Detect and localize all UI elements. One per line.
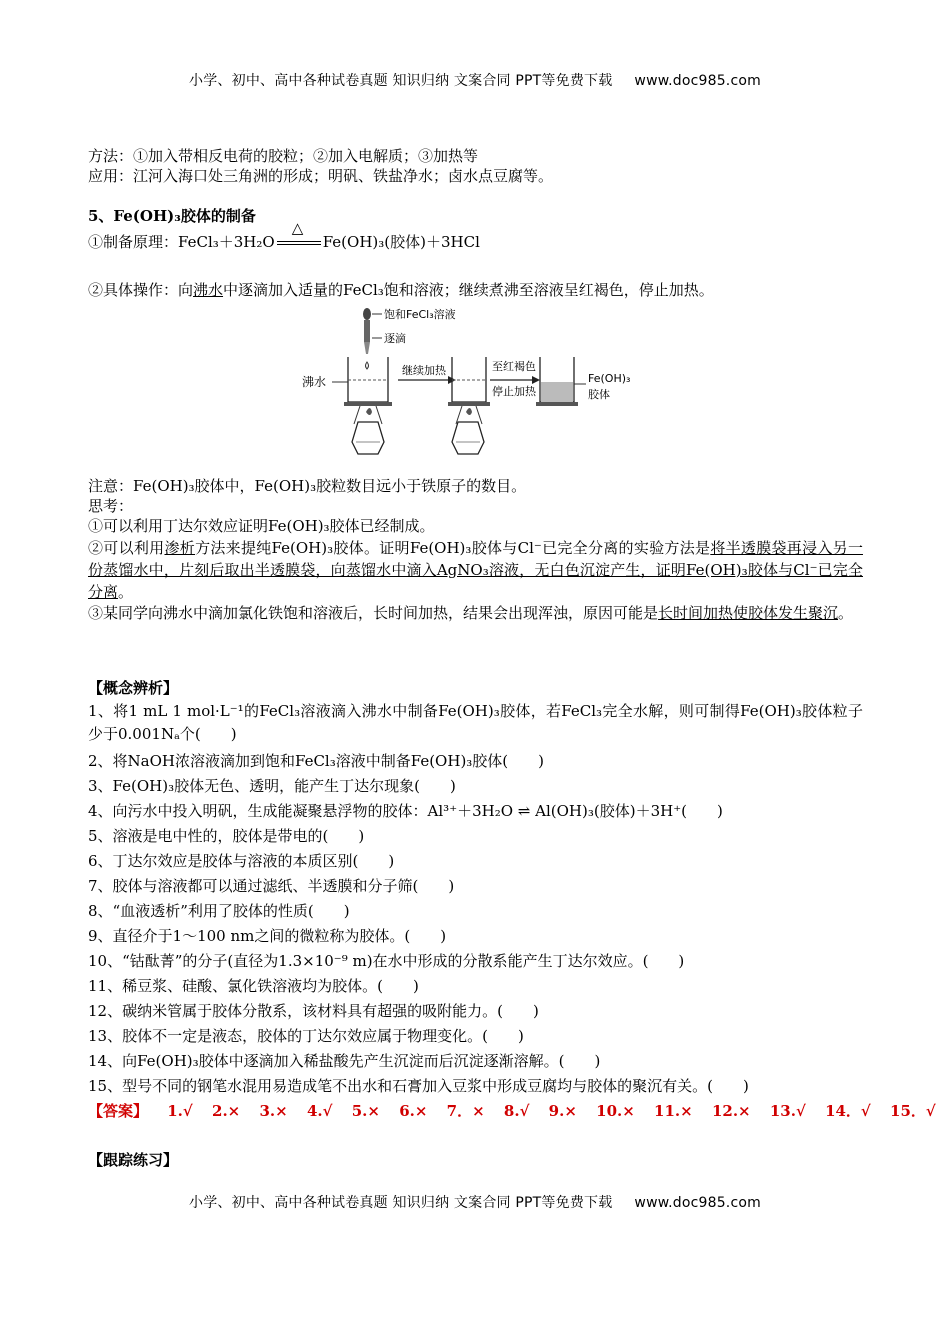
practice-title: 【跟踪练习】 [88,1151,179,1169]
alcohol-lamp-1 [352,406,384,454]
operation-rest: 中逐滴加入适量的FeCl₃饱和溶液；继续煮沸至溶液呈红褐色，停止加热。 [223,281,714,299]
product-label-2: 胶体 [588,388,610,401]
answer-1: 1.√ [167,1102,193,1120]
item-15: 15、型号不同的钢笔水混用易造成笔不出水和石膏加入豆浆中形成豆腐均与胶体的聚沉有关。( ) [88,1077,749,1095]
answer-13: 13.√ [769,1102,806,1120]
footer-url[interactable]: www.doc985.com [634,1195,761,1211]
item-5: 5、溶液是电中性的，胶体是带电的( ) [88,827,365,845]
item-13: 13、胶体不一定是液态，胶体的丁达尔效应属于物理变化。( ) [88,1027,524,1045]
concept-title: 【概念辨析】 [88,679,179,697]
answer-10: 10.× [596,1102,635,1120]
item-4: 4、向污水中投入明矾，生成能凝聚悬浮物的胶体：Al³⁺＋3H₂O ⇌ Al(OH)₃(胶体)＋3H⁺( ) [88,802,723,820]
item-8: 8、“血液透析”利用了胶体的性质( ) [88,902,350,920]
arrow2-label-1: 至红褐色 [492,360,536,373]
answer-11: 11.× [654,1102,693,1120]
item-10: 10、“钴酞菁”的分子(直径为1.3×10⁻⁹ m)在水中形成的分散系能产生丁达尔效应。( ) [88,952,685,970]
think2-part3: 。 [118,583,134,601]
section5-title: 5、Fe(OH)₃胶体的制备 [88,207,256,225]
think-label: 思考： [88,497,134,515]
answer-8: 8.√ [503,1102,530,1120]
think-2 [88,537,863,603]
answer-2: 2.× [212,1102,241,1120]
answer-3: 3.× [259,1102,288,1120]
item-14: 14、向Fe(OH)₃胶体中逐滴加入稀盐酸先产生沉淀而后沉淀逐渐溶解。( ) [88,1052,601,1070]
water-label: 沸水 [302,375,327,389]
answer-14: 14．√ [825,1102,871,1120]
item-12: 12、碳纳米管属于胶体分散系，该材料具有超强的吸附能力。( ) [88,1002,539,1020]
dropper-icon [363,308,371,369]
answer-4: 4.√ [306,1102,333,1120]
answer-6: 6.× [399,1102,428,1120]
item-7: 7、胶体与溶液都可以通过滤纸、半透膜和分子筛( ) [88,877,455,895]
page-header [0,70,950,90]
think2-part1: ②可以利用 [88,539,165,557]
application-line: 应用：江河入海口处三角洲的形成；明矾、铁盐净水；卤水点豆腐等。 [88,167,554,185]
principle-label: ①制备原理： [88,233,179,251]
answer-label: 【答案】 [88,1102,149,1120]
answer-line [88,1101,950,1121]
principle-right: Fe(OH)₃(胶体)＋3HCl [322,233,480,251]
arrow1-label: 继续加热 [402,364,446,377]
header-text: 小学、初中、高中各种试卷真题 知识归纳 文案合同 PPT等免费下载 [189,73,613,89]
think2-underline2: 将半透膜袋再浸入另一份蒸馏水中，片刻后取出半透膜袋，向蒸馏水中滴入AgNO₃溶液，无白色沉淀产生，证明Fe(OH)₃胶体与Cl⁻已完全分离 [88,539,863,601]
operation-underlined: 沸水 [193,281,224,299]
item-2: 2、将NaOH浓溶液滴加到饱和FeCl₃溶液中制备Fe(OH)₃胶体( ) [88,752,545,770]
answer-9: 9.× [548,1102,577,1120]
think-1: ①可以利用丁达尔效应证明Fe(OH)₃胶体已经制成。 [88,517,435,535]
operation-line [88,280,714,300]
arrow2-label-2: 停止加热 [492,385,536,398]
think2-underline1: 渗析 [164,539,196,557]
page-footer [0,1192,950,1212]
note-line: 注意：Fe(OH)₃胶体中，Fe(OH)₃胶粒数目远小于铁原子的数目。 [88,477,527,495]
answer-12: 12.× [711,1102,751,1120]
product-label-1: Fe(OH)₃ [588,372,631,385]
method-line: 方法：①加入带相反电荷的胶粒；②加入电解质；③加热等 [88,147,479,165]
item-3: 3、Fe(OH)₃胶体无色、透明，能产生丁达尔现象( ) [88,777,456,795]
heat-symbol: △ [291,219,304,237]
answer-15: 15．√ [890,1102,936,1120]
item-9: 9、直径介于1～100 nm之间的微粒称为胶体。( ) [88,927,447,945]
think3-part2: 。 [838,604,854,622]
principle-line [88,219,480,252]
think2-part2: 方法来提纯Fe(OH)₃胶体。证明Fe(OH)₃胶体与Cl⁻已完全分离的实验方法是 [195,539,711,557]
principle-left: FeCl₃＋3H₂O [178,233,275,251]
think3-underline: 长时间加热使胶体发生聚沉 [658,604,839,622]
footer-text: 小学、初中、高中各种试卷真题 知识归纳 文案合同 PPT等免费下载 [189,1195,613,1211]
think-3 [88,602,863,624]
drop-label: 逐滴 [384,332,406,345]
beaker-2 [448,357,490,406]
item-1: 1、将1 mL 1 mol·L⁻¹的FeCl₃溶液滴入沸水中制备Fe(OH)₃胶体，若FeCl₃完全水解，则可制得Fe(OH)₃胶体粒子少于0.001Nₐ个( ) [88,702,863,743]
item-6: 6、丁达尔效应是胶体与溶液的本质区别( ) [88,852,395,870]
header-url[interactable]: www.doc985.com [634,73,761,89]
preparation-diagram [300,302,650,462]
answer-5: 5.× [351,1102,380,1120]
answer-7: 7．× [446,1102,485,1120]
reaction-arrow [275,219,323,252]
operation-label: ②具体操作：向 [88,281,194,299]
beaker-3 [536,357,578,406]
item-11: 11、稀豆浆、硅酸、氯化铁溶液均为胶体。( ) [88,977,419,995]
dropper-label: 饱和FeCl₃溶液 [384,308,456,321]
alcohol-lamp-2 [452,406,484,454]
think3-part1: ③某同学向沸水中滴加氯化铁饱和溶液后，长时间加热，结果会出现浑浊，原因可能是 [88,604,659,622]
